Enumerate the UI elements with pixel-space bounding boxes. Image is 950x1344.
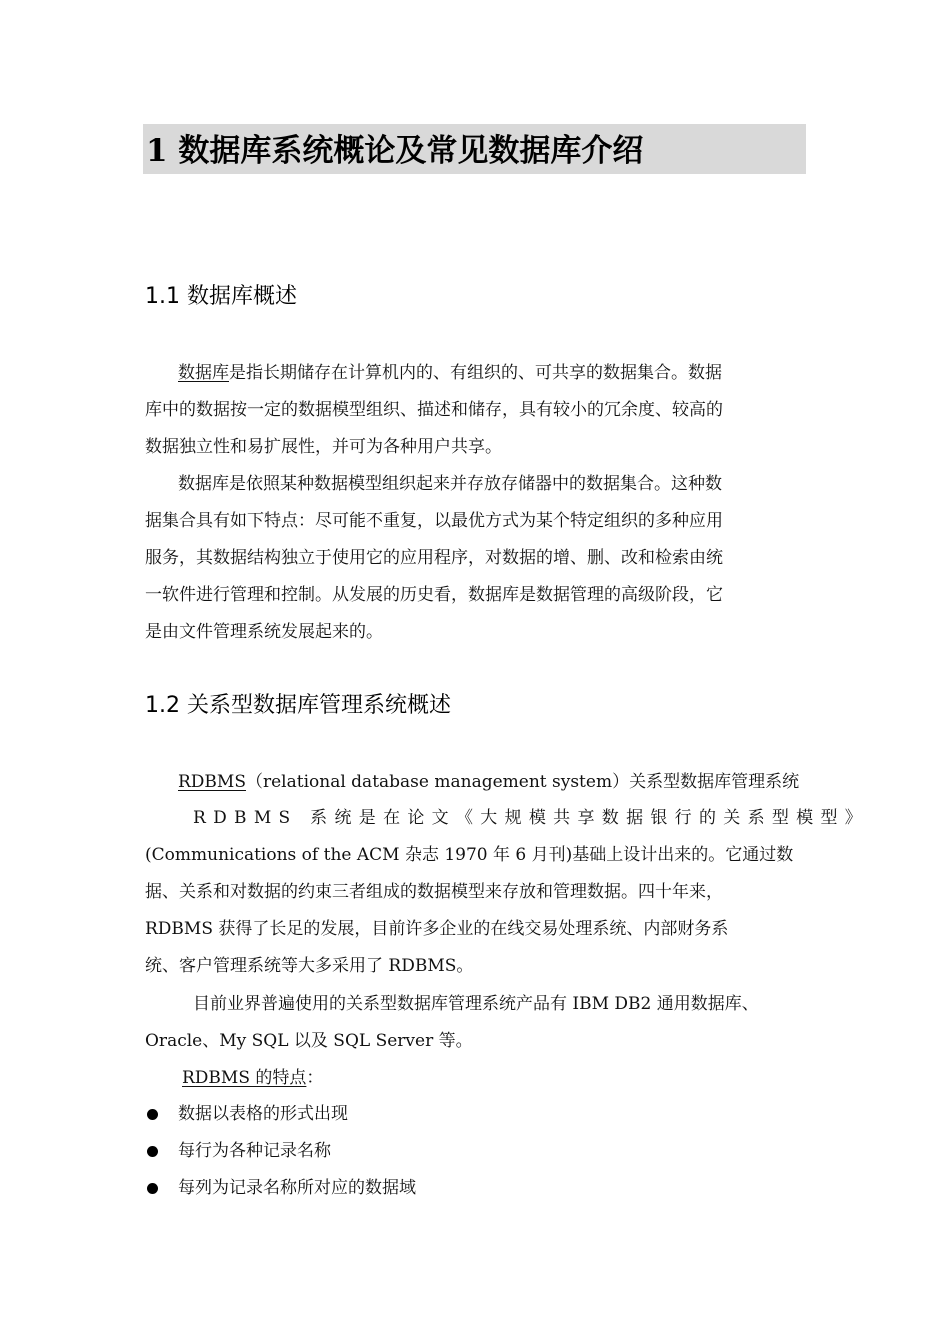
rdbms-expansion: （relational database management system）关系型数据库管理系统 [245, 772, 800, 792]
paragraph-database-definition [145, 355, 805, 466]
paragraph-line: 据、关系和对数据的约束三者组成的数据模型来存放和管理数据。四十年来， [145, 882, 723, 902]
paragraph-line: RDBMS 获得了长足的发展，目前许多企业的在线交易处理系统、内部财务系 [145, 919, 729, 939]
term-database: 数据库 [178, 363, 229, 383]
paragraph-line: 数据库是依照某种数据模型组织起来并存放存储器中的数据集合。这种数 [178, 474, 722, 494]
paragraph-line: 统、客户管理系统等大多采用了 RDBMS。 [145, 956, 474, 976]
bullet-icon [147, 1109, 158, 1120]
list-item [145, 1133, 416, 1170]
paragraph-line: 目前业界普遍使用的关系型数据库管理系统产品有 IBM DB2 通用数据库、 [193, 994, 759, 1014]
term-rdbms-features: RDBMS 的特点 [182, 1068, 307, 1088]
paragraph-line [145, 355, 805, 392]
paragraph-line: 据集合具有如下特点：尽可能不重复，以最优方式为某个特定组织的多种应用 [145, 511, 723, 531]
list-item [145, 1096, 416, 1133]
chapter-title: 1 数据库系统概论及常见数据库介绍 [143, 124, 806, 174]
features-colon: ： [306, 1068, 324, 1088]
paragraph-line: 是由文件管理系统发展起来的。 [145, 622, 383, 642]
paragraph-line: 数据独立性和易扩展性，并可为各种用户共享。 [145, 437, 502, 457]
paragraph-line: 一软件进行管理和控制。从发展的历史看，数据库是数据管理的高级阶段，它 [145, 585, 723, 605]
features-list [145, 1096, 416, 1207]
paragraph-text: 是指长期储存在计算机内的、有组织的、可共享的数据集合。数据 [229, 363, 722, 383]
list-item-text: 每列为记录名称所对应的数据域 [178, 1178, 416, 1198]
list-item-text: 每行为各种记录名称 [178, 1141, 331, 1161]
paragraph-line: (Communications of the ACM 杂志 1970 年 6 月刊)基础上设计出来的。它通过数 [145, 845, 794, 865]
bullet-icon [147, 1146, 158, 1157]
list-item-text: 数据以表格的形式出现 [178, 1104, 348, 1124]
rdbms-intro-line [178, 764, 799, 801]
paragraph-database-features [145, 466, 805, 651]
paragraph-line: 服务，其数据结构独立于使用它的应用程序，对数据的增、删、改和检索由统 [145, 548, 723, 568]
bullet-icon [147, 1183, 158, 1194]
features-heading [182, 1060, 323, 1097]
list-item [145, 1170, 416, 1207]
paragraph-line: RDBMS 系统是在论文《大规模共享数据银行的关系型模型》 [193, 808, 870, 828]
paragraph-rdbms-products [145, 986, 805, 1060]
term-rdbms: RDBMS [178, 772, 246, 792]
section-heading-1-2: 1.2 关系型数据库管理系统概述 [145, 693, 451, 718]
section-heading-1-1: 1.1 数据库概述 [145, 284, 297, 309]
paragraph-rdbms-history [145, 800, 870, 985]
paragraph-line: Oracle、My SQL 以及 SQL Server 等。 [145, 1031, 473, 1051]
paragraph-line: 库中的数据按一定的数据模型组织、描述和储存，具有较小的冗余度、较高的 [145, 400, 723, 420]
